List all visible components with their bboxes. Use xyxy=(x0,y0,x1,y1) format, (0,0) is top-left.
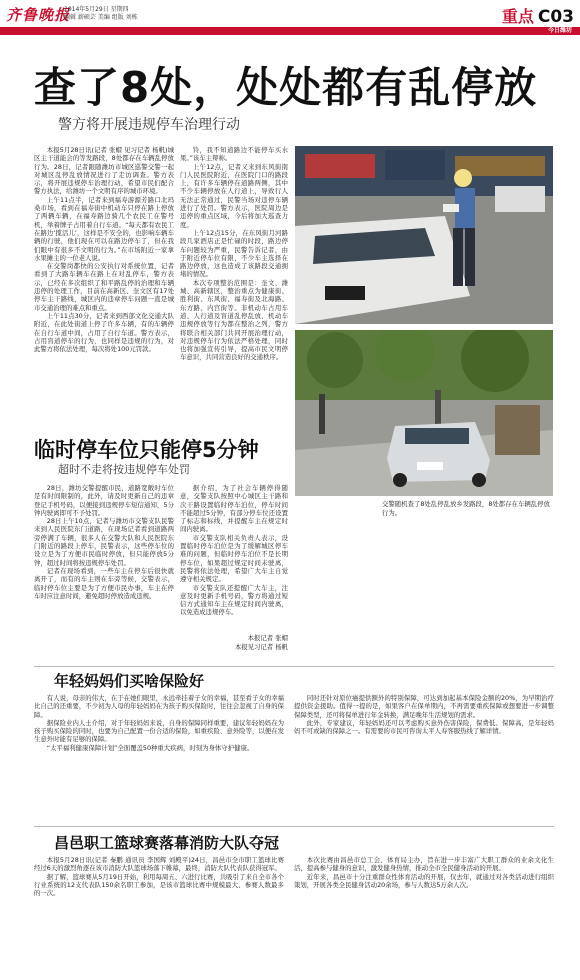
section-tag: 今日潍坊 xyxy=(547,27,572,34)
article3-col2 xyxy=(294,694,554,820)
paragraph: 上午12点15分，在东风街月河路段几家酒店正是忙碌的时段，路边停车问题较为严重，民警告诉记者，由于附近停车位有限，不少车主选择在路边停放，这也造成了该路段交通拥堵的情况。 xyxy=(180,228,288,279)
paragraph: 市交警支队相关负责人表示，设置临时停车泊位是为了缓解城区停车难的问题，但临时停车泊位不是长期停车位，如果超过规定时间未驶离，民警将依法处理，希望广大车主自觉遵守相关规定。 xyxy=(180,533,288,584)
article3-col1 xyxy=(34,694,284,820)
paragraph: 据介绍，为了社会车辆停得随意，交警支队按照中心城区主干路和次干路设置临时停车泊位，停车时间不能超过5分钟，有部分停车位还设置了标志和标线，并提醒车主在规定时间内驶离。 xyxy=(180,484,288,534)
article4-headline: 昌邑职工篮球赛落幕消防大队夺冠 xyxy=(54,834,280,852)
paragraph: 28日上午10点，记者与潍坊市交警支队民警来到人民医院东门道路，在现场记者看到道路两旁停满了车辆，很多人在交警大队和人民医院东门附近的路段上停车，民警表示，这些停车位的设立是为了方便市民临时停放，但只能停放5分钟，超过时间将按违规停车处罚。 xyxy=(34,517,174,567)
byline-intern: 本报见习记者 杨帆 xyxy=(234,643,288,651)
article1-col2 xyxy=(180,146,288,424)
page-code: C03 xyxy=(537,7,574,27)
paragraph: 本次专项整治范围是：奎文、潍城、高新辖区，整治重点为健康街、胜利街、东风街、福寿街及北海路、东方路、内宫街等。非机动车占用车道、人行道及盲道乱停乱放、机动车违规停放等行为都在整治之列，警方将联合相关部门共同开展治理行动，对违规停车行为依法严格处理，同时也将加强宣传引导，提高市民文明停车意识，共同营造良好的交通秩序。 xyxy=(180,278,288,362)
paragraph: 上午12点，记者又来到东风街南门人民医院附近，在医院门口的路段上，有许多车辆停在道路两侧，其中不少车辆停放在人行道上，导致行人无法正常通过，民警当场对违停车辆进行了处罚。警方表示，医院周边是违停的重点区域，今后将加大巡查力度。 xyxy=(180,162,288,229)
masthead-logo: 齐鲁晚报 xyxy=(6,6,71,24)
paragraph: 有人说，母亲的伟大，在于在她们眼里，永远牵挂着子女的幸福，甚至看子女的幸福比自己的还重要，不少初为人母的年轻妈妈在为孩子购买保险时，往往会忽视了自身的保障。 xyxy=(34,694,284,719)
article4-col1 xyxy=(34,856,284,972)
article4-col2 xyxy=(294,856,554,972)
paragraph: 同时还针对原位癌提供额外的特别保障，可达到加起基本保险金额的20%，为早期治疗提供资金援助。值得一提的是，如果客户在保单期内，不再需要重疾保障或想要进一步调整保障类型，还可将保单进行年金转换，满足晚年生活规划的需求。 xyxy=(294,694,554,719)
section-header xyxy=(502,4,574,27)
article3-headline: 年轻妈妈们买啥保险好 xyxy=(54,672,205,690)
section-bar xyxy=(0,27,580,35)
paragraph: 记者在现场看到，一些车主在停车后很快就离开了，而有的车主则在车旁等候，交警表示，临时停车位主要是为了方便市民办事，车主在停车时应注意时间，避免超时停放造成违规。 xyxy=(34,566,174,600)
paragraph: 28日，潍坊交警提醒市民，道路宽敞时车位是有时间限制的，此外，请及时更新自己的违章登记手机号码，以便接到违规停车短信通知，5分钟内驶离即可不予处罚。 xyxy=(34,484,174,517)
photo-officer-ticket xyxy=(295,146,553,324)
paragraph: “太平福利健康保障计划”全面覆盖50种重大疾病，时刻为身体守护健康。 xyxy=(46,743,254,752)
article1-col1 xyxy=(34,146,174,424)
article1-subhead: 警方将开展违规停车治理行动 xyxy=(58,117,240,133)
photo-caption: 交警随机查了8处乱停乱放乡发路段，8处都存在车辆乱停放行为。 xyxy=(382,500,550,517)
paragraph: 近年来，昌邑市十分注重群众性体育活动的开展，仅去年，就通过对各类活动进行组织策划，开展各类全民健身活动20余场，参与人数达5万余人次。 xyxy=(294,872,554,889)
paragraph: 铃，我不知道路边不能停车买水果。”该车主辩称。 xyxy=(180,146,288,163)
article2-col2 xyxy=(180,484,288,630)
paragraph: 此外，专家建议，年轻妈妈还可以考虑购买意外伤害保险，保费低、保障高，是年轻妈妈不可或缺的保障之一。有需要的市民可咨询太平人寿客服热线了解详情。 xyxy=(294,718,554,736)
article2-subhead: 超时不走将按违规停车处罚 xyxy=(58,463,190,476)
issue-date: 2014年5月29日 星期四 xyxy=(64,6,129,13)
article1-headline: 查了8处，处处都有乱停放 xyxy=(34,63,538,112)
paragraph: 上午11点30分，记者来到西部文化交通大队附近，在此处街道上停了许多车辆，有的车辆停在自行车道中间，占用了自行车道。警方表示，占用盲道停车的行为，也同样是违规的行为，对此警方将依法处理，每次将处100元罚款。 xyxy=(34,311,174,354)
section-divider xyxy=(34,666,554,667)
section-divider xyxy=(34,826,554,827)
paragraph: 据了解，篮球赛从5月19日开始，利用每周五、六进行比赛，共吸引了来自全市各个行业系统的12支代表队150余名职工参加，是该市篮球比赛中规模最大、参赛人数最多的一次。 xyxy=(34,872,284,898)
paragraph: 上午11点半，记者来到福寿游源芳路口北玛桑市场，看到在福寿街中机动车只停在路上停放了两辆车辆，在福寿路边骑几个农民工在警号机，举着牌子占用着自行车道。“每天都有农民工在路边‘揽活儿’，这样是不安全的，也影响车辆车辆的行驶，他们现在可以在路边停车了，但在我们眼中有很多不文明的行为。”在市场附近一家拿水果摊主的一位老人说。 xyxy=(34,195,174,262)
article2-col1 xyxy=(34,484,174,660)
paragraph: 据保险业内人士介绍，对于年轻妈妈来说，自身的保障同样重要，建议年轻妈妈在为孩子购买保险的同时，也要为自己配置一份合适的保险，如重疾险、意外险等，以便在发生意外时能有足够的保障。 xyxy=(34,718,284,744)
paragraph: 本报5月28日讯(记者 秦鹏 通讯员 李国辉 刘殿平)24日，昌邑市全市职工篮球比赛经过6天的激烈角逐在该市消防大队篮球场落下帷幕，最终，消防大队代表队获得冠军。 xyxy=(34,856,284,873)
article2-headline: 临时停车位只能停5分钟 xyxy=(34,438,259,462)
paragraph: 本次比赛由昌邑市总工会、体育局主办，旨在进一步丰富广大职工群众的业余文化生活，提高参与健身的意识，激发健身热情，推动全市全民健身活动的开展。 xyxy=(294,856,554,873)
paragraph: 在交警岗都快的公安执行对系统位置，记者看到了大路车辆车在路上在对乱停车，警方表示，已经在多次组织了和平路乱停的治理和车辆违停的处理工作，目前在高新区、奎文区有17处停车主干路线，城区内的违章停车问题一直是城市交通治理的难点和重点。 xyxy=(34,262,174,312)
byline-reporter: 本报记者 张蝐 xyxy=(247,634,288,642)
section-name: 重点 xyxy=(501,7,534,26)
photo-parked-car xyxy=(295,330,553,496)
article2-byline xyxy=(180,634,288,652)
paragraph: 市交警支队还提醒广大车主，注意及时更新手机号码，警方将通过短信方式通知车主在规定时间内驶离，以免造成违规停车。 xyxy=(180,583,288,617)
paragraph: 本报5月28日讯(记者 张蝐 见习记者 杨帆)城区主干道能会的等发路段，8处都存在车辆乱停放行为。28日，记者跟随潍坊市城区巡警交警一起对城区乱停乱放情况进行了走访调查。警方表示，将开展违规停车治理行动，希望市民们配合警方执法，给潍坊一个文明有序的城市环境。 xyxy=(34,146,174,196)
editor-credits: 编辑 薪硕芸 美编 组版 刘栋 xyxy=(64,14,138,21)
